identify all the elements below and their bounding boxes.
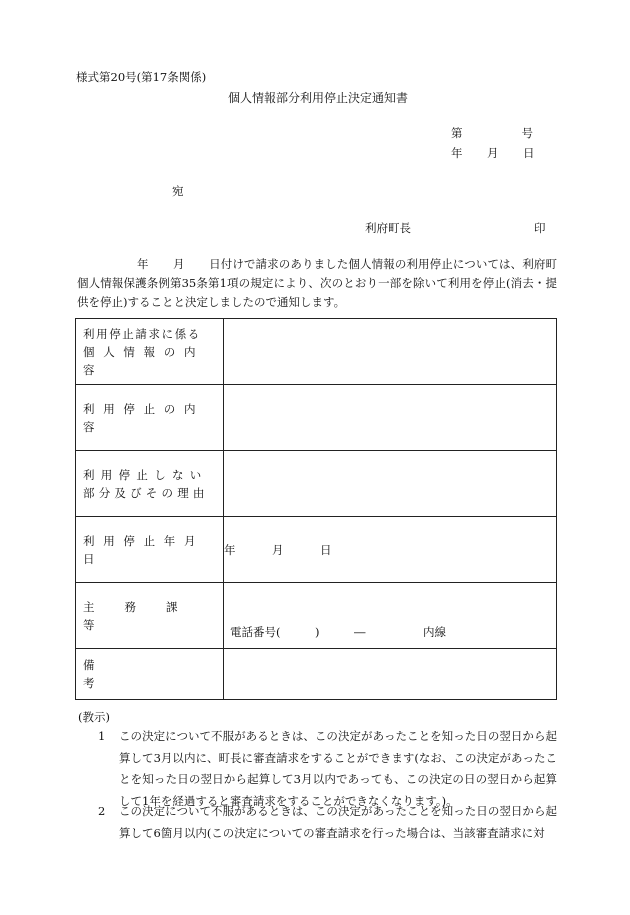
info-content-field[interactable] xyxy=(224,319,557,385)
table-row xyxy=(76,451,557,517)
table-row xyxy=(76,517,557,583)
department-phone-field[interactable] xyxy=(224,583,557,649)
issue-year: 年 xyxy=(451,146,463,160)
row-label-info-content xyxy=(76,319,224,385)
note-number: 2 xyxy=(98,804,106,818)
stop-content-field[interactable] xyxy=(224,385,557,451)
remarks-field[interactable] xyxy=(224,649,557,700)
label-line: 利用停止請求に係る xyxy=(83,326,201,341)
table-row xyxy=(76,583,557,649)
issue-day: 日 xyxy=(523,146,535,160)
paragraph-year: 年 xyxy=(137,257,149,271)
issue-month: 月 xyxy=(487,146,499,160)
row-label-department xyxy=(76,583,224,649)
not-stopped-field[interactable] xyxy=(224,451,557,517)
stop-date-day: 日 xyxy=(320,542,332,557)
table-row xyxy=(76,319,557,385)
row-label-not-stopped xyxy=(76,451,224,517)
issue-date xyxy=(451,145,535,161)
label-line: 個人情報の内容 xyxy=(83,344,205,377)
label-line: 部分及びその理由 xyxy=(83,485,209,500)
form-number: 様式第20号(第17条関係) xyxy=(76,70,207,84)
label-line: 利用停止年月日 xyxy=(83,533,205,566)
notice-paragraph xyxy=(77,255,557,312)
number-prefix: 第 xyxy=(451,126,463,140)
row-label-stop-date xyxy=(76,517,224,583)
note-text: この決定について不服があるときは、この決定があったことを知った日の翌日から起算して6箇月以内(この決定についての審査請求を行った場合は、当該審査請求に対 xyxy=(119,804,557,840)
stop-date-month: 月 xyxy=(272,542,284,557)
note-text: この決定について不服があるときは、この決定があったことを知った日の翌日から起算して3月以内に、町長に審査請求をすることができます(なお、この決定があったことを知った日の翌日から起算して3月以内であっても、この決定の日の翌日から起算して1年を経過すると審査請求をすることができなくなります。)。 xyxy=(119,729,557,808)
phone-number-label: 電話番号( ) ― 内線 xyxy=(230,625,446,639)
label-line: 備考 xyxy=(83,658,191,690)
paragraph-text: 日付けで請求のありました個人情報の利用停止については、利府町個人情報保護条例第35条第1項の規定により、次のとおり一部を除いて利用を停止(消去・提供を停止)することと決定しましたので通知します。 xyxy=(77,257,557,309)
note-number: 1 xyxy=(98,729,106,743)
note-item xyxy=(98,801,557,844)
seal-mark: 印 xyxy=(534,221,546,235)
document-title: 個人情報部分利用停止決定通知書 xyxy=(228,91,409,105)
addressee: 宛 xyxy=(172,184,184,198)
label-line: 主務課等 xyxy=(83,599,208,632)
paragraph-month: 月 xyxy=(173,257,185,271)
table-row xyxy=(76,385,557,451)
number-suffix: 号 xyxy=(521,126,533,140)
note-item xyxy=(98,726,557,812)
label-line: 利用停止の内容 xyxy=(83,401,205,434)
issuer-name: 利府町長 xyxy=(365,221,411,235)
label-line: 利用停止しない xyxy=(83,467,208,482)
row-label-remarks xyxy=(76,649,224,700)
table-row xyxy=(76,649,557,700)
decision-table xyxy=(75,318,557,700)
row-label-stop-content xyxy=(76,385,224,451)
stop-date-field[interactable] xyxy=(224,517,557,583)
notes-heading: (教示) xyxy=(78,710,110,724)
stop-date-year: 年 xyxy=(224,542,236,557)
